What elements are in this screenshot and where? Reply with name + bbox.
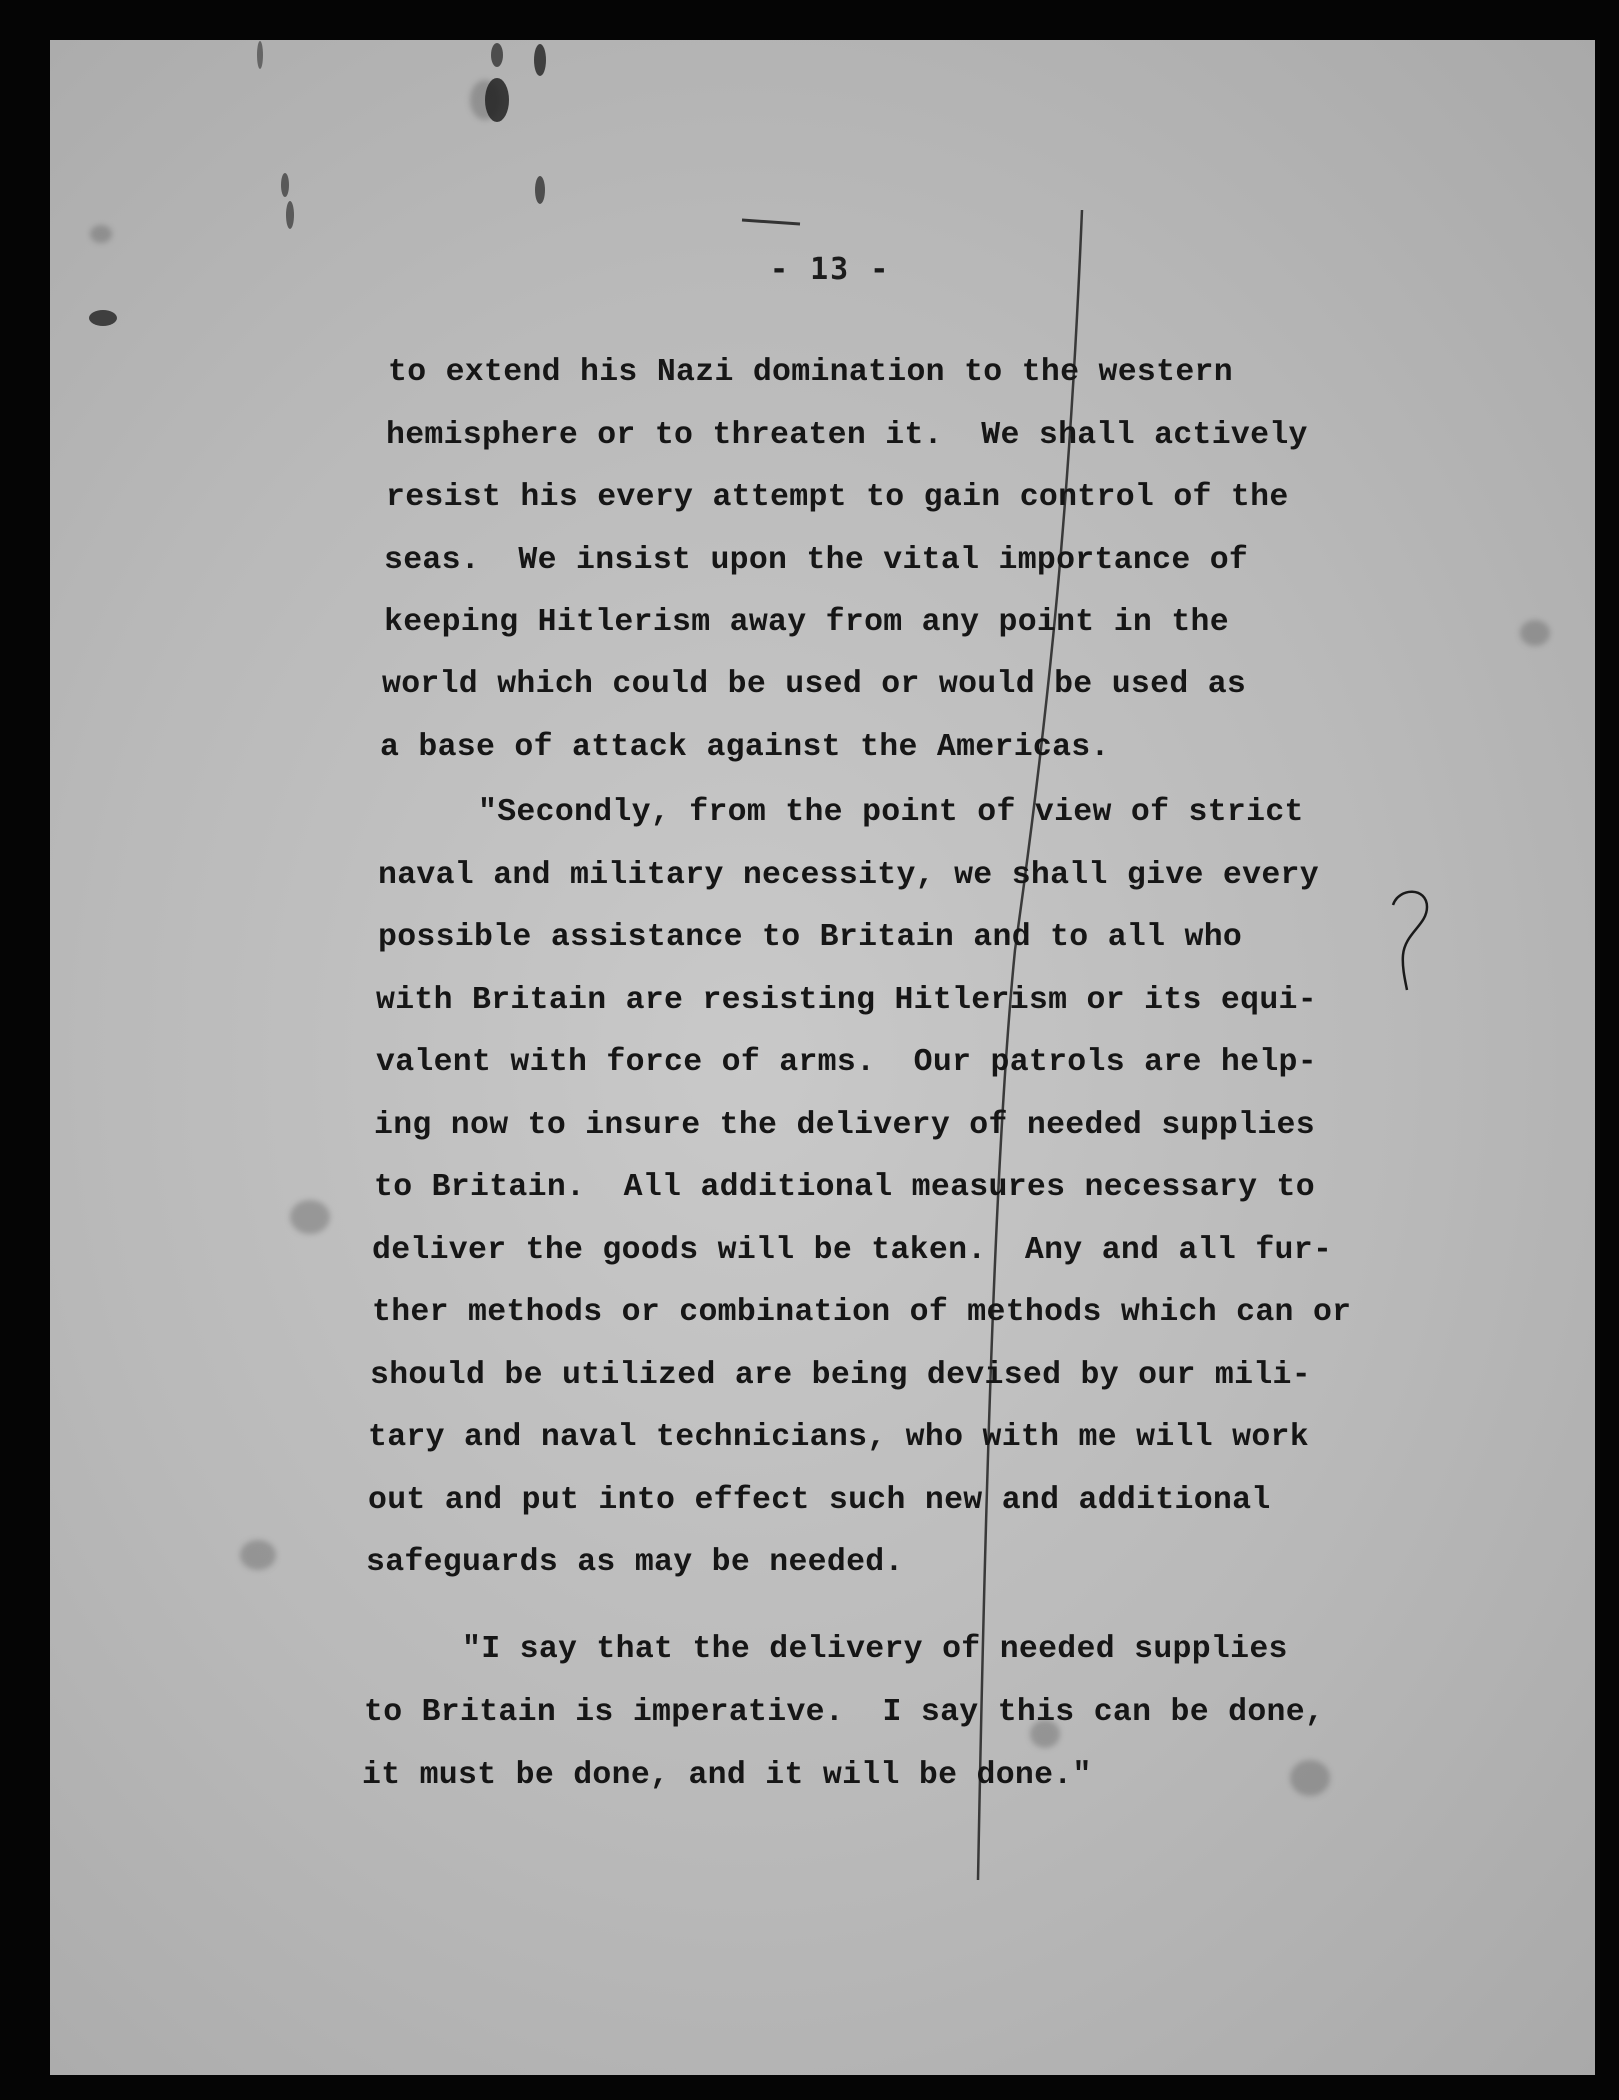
text-line: naval and military necessity, we shall give every [378, 858, 1319, 893]
text-line: hemisphere or to threaten it. We shall actively [386, 418, 1308, 453]
text-line: world which could be used or would be used as [382, 667, 1247, 702]
text-line: deliver the goods will be taken. Any and all fur- [372, 1233, 1333, 1268]
page-number: - 13 - [770, 252, 891, 287]
text-line: "Secondly, from the point of view of strict [382, 795, 1304, 830]
scan-speck [240, 1540, 276, 1570]
text-line: possible assistance to Britain and to all who [378, 920, 1243, 955]
text-line: to extend his Nazi domination to the western [388, 355, 1233, 390]
margin-question-mark [1385, 885, 1435, 995]
text-line: with Britain are resisting Hitlerism or its equi- [376, 983, 1317, 1018]
text-line: should be utilized are being devised by our mili- [370, 1358, 1311, 1393]
text-line: it must be done, and it will be done." [362, 1758, 1092, 1793]
text-line: out and put into effect such new and additional [368, 1483, 1271, 1518]
scan-speck [1520, 620, 1550, 646]
text-line: "I say that the delivery of needed supplies [366, 1632, 1288, 1667]
text-line: to Britain. All additional measures necessary to [374, 1170, 1315, 1205]
text-line: ing now to insure the delivery of needed supplies [374, 1108, 1315, 1143]
text-line: safeguards as may be needed. [366, 1545, 904, 1580]
scan-speck [290, 1200, 330, 1234]
text-line: tary and naval technicians, who with me will work [368, 1420, 1309, 1455]
text-line: ther methods or combination of methods which can or [372, 1295, 1352, 1330]
text-line: a base of attack against the Americas. [380, 730, 1110, 765]
text-line: keeping Hitlerism away from any point in the [384, 605, 1229, 640]
text-line: valent with force of arms. Our patrols are help- [376, 1045, 1317, 1080]
text-line: seas. We insist upon the vital importance of [384, 543, 1249, 578]
scan-speck [90, 225, 112, 243]
scan-speck [1290, 1760, 1330, 1796]
scan-speck [470, 80, 500, 120]
text-line: to Britain is imperative. I say this can be done, [364, 1695, 1325, 1730]
text-line: resist his every attempt to gain control of the [386, 480, 1289, 515]
